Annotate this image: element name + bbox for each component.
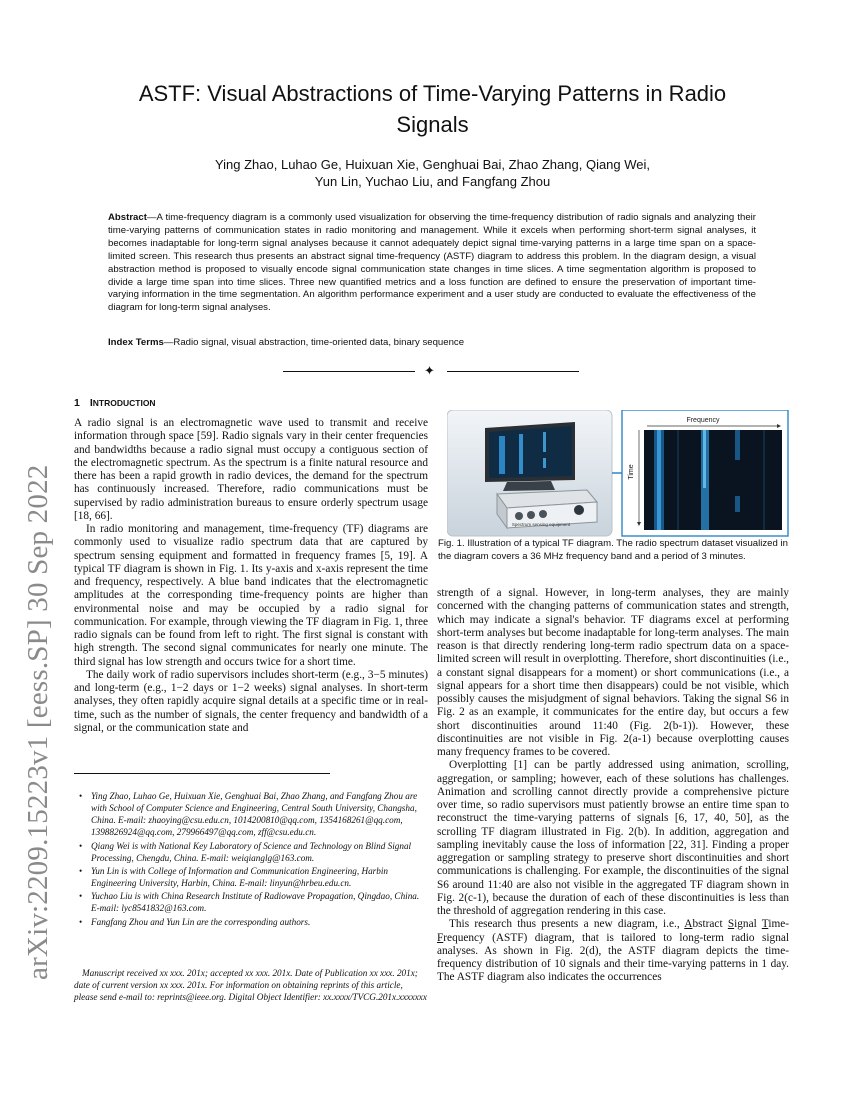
footnote-item — [74, 865, 428, 889]
bullet-icon: • — [79, 916, 83, 927]
abstract-label: Abstract — [108, 212, 147, 223]
footnote-text: Yun Lin is with College of Information and Communication Engineering, Harbin Engineering University, Harbin, China. E-mail: linyun@hrbeu.edu.cn. — [91, 865, 388, 889]
figure-caption: Fig. 1. Illustration of a typical TF diagram. The radio spectrum dataset visualized in the diagram covers a 36 MHz frequency band and a period of 3 minutes. — [438, 538, 788, 562]
footnote-item — [74, 916, 428, 928]
acronym-letter: S — [727, 918, 735, 931]
bullet-icon: • — [79, 791, 83, 801]
section-number: 1 — [74, 397, 80, 409]
figure-1 — [447, 410, 789, 538]
manuscript-note: Manuscript received xx xxx. 201x; accepted xx xxx. 201x. Date of Publication xx xxx. 201x; date of current version xx xxx. 201x. For information on obtaining reprints of this article, please send e-mail to: reprints@ieee.org. Digital Object Identifier: xx.xxxx/TVCG.201x.xxxxxxx — [74, 968, 427, 1003]
section-title-rest: NTRODUCTION — [92, 398, 156, 408]
frequency-axis-label: Frequency — [686, 417, 720, 424]
text-run: (ASTF) diagram, that is tailored to long-term radio signal analyses. As shown in Fig. 2(d), the ASTF diagram depicts the time-frequency distribution of 10 signals and their time-varying patterns in 1 day. The ASTF diagram also indicates the occurrences — [437, 931, 789, 984]
index-terms-label: Index Terms — [108, 337, 164, 348]
body-paragraph: strength of a signal. However, in long-term analyses, they are mainly concerned with the changing patterns of communication states and strength, which may indicate a signal's behavior. TF diagrams excel at performing short-term analyses but become inadaptable for long-term analyses. The main reason is that directly rendering long-term radio spectrum data on a space-limited screen will result in overplotting. Therefore, short discontinuities (i.e., a constant signal disappears for a moment) or short communications (i.e., a signal appears for a short time then disappears) could be not visible, which possibly causes the misjudgment of signal behaviors. Taking the signal S6 in Fig. 2 as an example, it communicates for the entire day, but occurs a few short discontinuities around 11:40 (Fig. 2(b-1)). However, these discontinuities are not visible in Fig. 2(a-1) because overplotting causes many frequency frames to be covered. — [437, 587, 789, 758]
footnote-text: Qiang Wei is with National Key Laboratory of Science and Technology on Blind Signal Processing, Chengdu, China. E-mail: weiqianglg@163.com. — [91, 840, 412, 863]
bullet-icon: • — [79, 840, 83, 851]
divider-line-right — [447, 371, 579, 372]
footnote-text: Yuchao Liu is with China Research Institute of Radiowave Propagation, Qingdao, China. E-mail: lyc8541832@163.com. — [91, 891, 420, 914]
author-line-1: Ying Zhao, Luhao Ge, Huixuan Xie, Genghuai Bai, Zhao Zhang, Qiang Wei, — [214, 157, 651, 172]
footnote-list — [74, 790, 428, 929]
author-list — [100, 156, 765, 190]
section-title-initial: I — [89, 397, 93, 409]
body-paragraph — [437, 918, 789, 984]
signal-band-1-core — [657, 430, 661, 530]
footnote-rule — [74, 773, 330, 774]
footnote-item — [74, 840, 428, 864]
text-run: This research thus presents a new diagram, i.e., — [449, 918, 685, 931]
footnote-item — [74, 790, 428, 839]
noise-band — [763, 430, 765, 530]
body-paragraph: In radio monitoring and management, time-frequency (TF) diagrams are commonly used to visualize radio spectrum data that are captured by spectrum sensing equipment and formatted in frequency frames [5, 19]. A typical TF diagram is shown in Fig. 1. Its y-axis and x-axis represent the time and frequency, respectively. A blue band indicates that the electromagnetic amplitudes at the corresponding time-frequency points are higher than environmental noise and may be occupied by a radio signal for communication. For example, through viewing the TF diagram in Fig. 1, three radio signals can be found from left to right. The first signal is constant with high strength. The second signal communicates for nearly one minute. The third signal has low strength and occurs twice for a short time. — [74, 523, 429, 668]
text-run: requency — [443, 931, 485, 944]
acronym-letter: F — [437, 931, 444, 944]
paper-title: ASTF: Visual Abstractions of Time-Varying Patterns in Radio Signals — [138, 81, 727, 137]
right-column — [437, 587, 789, 985]
section-divider — [283, 364, 579, 380]
signal-band-3-burst — [735, 496, 740, 512]
bullet-icon: • — [79, 891, 83, 902]
spectrum-sensing-device-icon — [497, 490, 597, 528]
equipment-label: Spectrum sensing equipment — [511, 522, 571, 527]
signal-band-3-burst — [735, 430, 740, 460]
body-paragraph: The daily work of radio supervisors includes short-term (e.g., 3−5 minutes) and long-term (e.g., 1−2 days or 1−2 weeks) signal analyses. In short-term analyses, they often rapidly acquire signal details at a specific time or in real-time, such as the number of signals, the center frequency and bandwidth of a signal, or the communication state and — [74, 668, 428, 734]
footnote-item — [74, 890, 428, 914]
left-column — [74, 417, 428, 735]
signal-band-2-active — [703, 430, 706, 488]
abstract-text: —A time-frequency diagram is a commonly used visualization for observing the time-frequency distribution of radio signals and analyzing their time-varying patterns of communication states in radio monitoring and management. While it excels when performing short-term signal analyses, it becomes inadaptable for long-term signal analyses because it cannot adequately depict signal time-varying patterns in a large time span on a space-limited screen. This research thus presents an abstract signal time-frequency (ASTF) diagram to address this problem. In the diagram design, a visual abstraction method is proposed to visually encode signal communication state changes in time slices. A time segmentation algorithm is proposed to divide a large time span into time slices. Three new quantified metrics and a loss function are defined to ensure the preservation of important time-varying information in the time segmentation. An algorithm performance experiment and a user study are conducted to evaluate the effectiveness of the diagram for long-term signal analyses. — [108, 212, 756, 314]
divider-line-left — [283, 371, 415, 372]
bullet-icon: • — [79, 865, 83, 876]
footnote-text: Fangfang Zhou and Yun Lin are the corresponding authors. — [91, 916, 311, 927]
section-heading — [74, 397, 156, 409]
time-axis-label: Time — [628, 464, 635, 480]
body-paragraph: A radio signal is an electromagnetic wave used to transmit and receive information through space [59]. Radio signals vary in their center frequencies and bandwidths because a radio signal must occupy a contiguous section of the electromagnetic spectrum. As the spectrum is a finite natural resource and there has been a rapid growth in radio devices, the demand for the spectrum has continuously increased. Therefore, radio communications must be supervised by radio administration bureaus to ensure orderly spectrum usage [18, 66]. — [74, 417, 428, 522]
text-run: ime- — [768, 918, 790, 931]
diamond-icon: ✦ — [424, 364, 435, 379]
arxiv-identifier: arXiv:2209.15223v1 [eess.SP] 30 Sep 2022 — [22, 464, 54, 980]
abstract — [108, 212, 756, 315]
footnote-text: Ying Zhao, Luhao Ge, Huixuan Xie, Genghuai Bai, Zhao Zhang, and Fangfang Zhou are with School of Computer Science and Engineering, Central South University, Changsha, China. E-mail: zhaoying@csu.edu.cn, 1014200810@qq.com, 1354168261@qq.com, 1398826924@qq.com, 279966497@qq.com, zff@csu.edu.cn. — [91, 791, 418, 838]
tf-heatmap — [644, 430, 782, 530]
author-line-2: Yun Lin, Yuchao Liu, and Fangfang Zhou — [314, 174, 551, 189]
acronym-letter: A — [684, 918, 693, 931]
acronym-letter: T — [761, 918, 769, 931]
body-paragraph: Overplotting [1] can be partly addressed using animation, scrolling, aggregation, or sampling; however, each of these solutions has challenges. Animation and scrolling cannot directly provide a comprehensive picture over time, so radio supervisors must patiently browse an entire time span to reconstruct the time-varying patterns of signals [6, 17, 40, 50], as the scrolling TF diagram illustrated in Fig. 2(b). In addition, aggregation and sampling inevitably cause the loss of information [22, 31]. Finding a proper aggregation or sampling strategy to preserve short discontinuities and short communications is challenging. For example, the discontinuities of the signal S6 around 11:40 are also not visible in the aggregated TF diagram shown in Fig. 2(c-1), because the duration of each of these discontinuities is less than the threshold of aggregation rendering in this case. — [437, 759, 789, 917]
text-run: ignal — [734, 918, 762, 931]
index-terms — [108, 337, 756, 350]
heatmap-background — [644, 430, 782, 530]
noise-band — [677, 430, 679, 530]
text-run: bstract — [692, 918, 728, 931]
index-terms-text: —Radio signal, visual abstraction, time-oriented data, binary sequence — [163, 337, 465, 348]
